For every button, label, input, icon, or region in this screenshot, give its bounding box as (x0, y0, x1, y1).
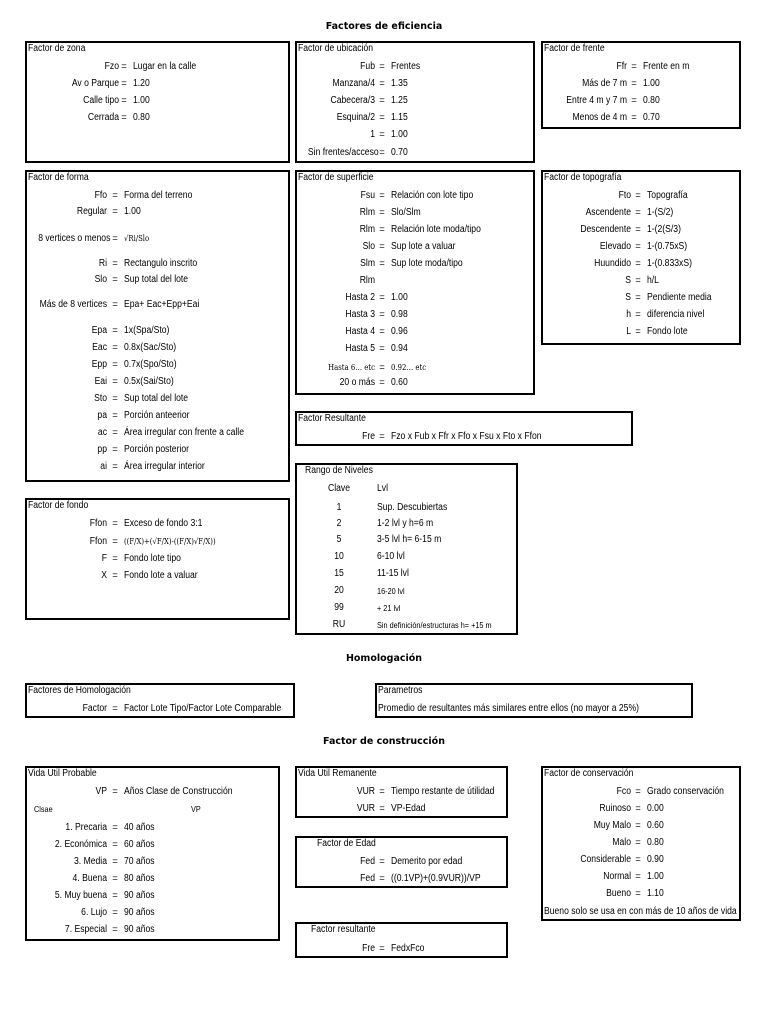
parametros-text: Promedio de resultantes más similares entre ellos (no mayor a 25%) (378, 703, 639, 714)
row-value: Demerito por edad (391, 856, 463, 867)
row-key: X (101, 570, 107, 581)
row-value: Forma del terreno (124, 190, 193, 201)
row-key: Ffr (616, 61, 627, 72)
factor-topografia-box (541, 170, 741, 345)
row-value: 1.00 (643, 78, 660, 89)
row-key: Ffon (89, 518, 107, 529)
row-value: 1.35 (391, 78, 408, 89)
box-title: Factor de conservación (544, 768, 634, 779)
equals-sign: = (635, 854, 641, 865)
row-value: 0.70 (643, 112, 660, 123)
section-title-construccion: Factor de construcción (323, 736, 445, 747)
row-value: Fondo lote tipo (124, 553, 181, 564)
equals-sign: = (121, 78, 127, 89)
row-key: Rlm (359, 207, 375, 218)
row-key: VUR (356, 803, 375, 814)
row-value: Sup total del lote (124, 274, 189, 285)
equals-sign: = (112, 325, 118, 336)
row-value: 1-(2(S/3) (647, 224, 681, 235)
row-key: Cabecera/3 (330, 95, 375, 106)
row-value: Sup lote moda/tipo (391, 258, 463, 269)
level-key: RU (332, 619, 346, 630)
equals-sign: = (121, 61, 127, 72)
equals-sign: = (112, 703, 118, 714)
equals-sign: = (112, 359, 118, 370)
row-value: 0.80 (133, 112, 150, 123)
row-value: Rectangulo inscrito (124, 258, 198, 269)
equals-sign: = (112, 258, 118, 269)
equals-sign: = (635, 820, 641, 831)
row-value: 1.00 (133, 95, 150, 106)
factor-zona-box (25, 41, 290, 163)
parametros-box (375, 683, 693, 718)
row-value: Relación lote moda/tipo (391, 224, 481, 235)
row-value: ((0.1VP)+(0.9VUR))/VP (391, 873, 481, 884)
row-value: 90 años (124, 924, 155, 935)
factor-forma-box (25, 170, 290, 482)
row-key: S (625, 275, 631, 286)
row-value: 80 años (124, 873, 155, 884)
equals-sign: = (379, 786, 385, 797)
factor-fondo-box (25, 498, 290, 620)
row-key: Ri (98, 258, 107, 269)
header-clave: Clave (327, 483, 350, 494)
equals-sign: = (112, 427, 118, 438)
row-key: 6. Lujo (81, 907, 107, 918)
row-value: h/L (647, 275, 659, 286)
equals-sign: = (635, 309, 641, 320)
row-key: Slm (360, 258, 375, 269)
row-value: Sup total del lote (124, 393, 189, 404)
row-key: Fto (618, 190, 631, 201)
row-key: Rlm (359, 275, 375, 286)
row-value: 90 años (124, 907, 155, 918)
equals-sign: = (635, 888, 641, 899)
row-key: 1. Precaria (65, 822, 107, 833)
row-value: Porción anteerior (124, 410, 190, 421)
equals-sign: = (379, 95, 385, 106)
factor-ubicacion-box (295, 41, 535, 163)
header-lvl: Lvl (377, 483, 389, 494)
row-key: Fre (362, 943, 375, 954)
row-key: Epp (91, 359, 107, 370)
conservacion-note: Bueno solo se usa en con más de 10 años de vida (544, 906, 737, 917)
row-value: 1.00 (391, 292, 408, 303)
equals-sign: = (112, 822, 118, 833)
equals-sign: = (112, 461, 118, 472)
equals-sign: = (631, 78, 637, 89)
row-value: Fzo x Fub x Ffr x Ffo x Fsu x Fto x Ffon (391, 431, 542, 442)
factor-edad-box (295, 836, 508, 888)
equals-sign: = (379, 112, 385, 123)
equals-sign: = (379, 873, 385, 884)
row-key: Hasta 6… etc (328, 363, 375, 372)
equals-sign: = (379, 61, 385, 72)
level-value: 1-2 lvl y h=6 m (377, 518, 434, 529)
equals-sign: = (635, 803, 641, 814)
equals-sign: = (112, 518, 118, 529)
equals-sign: = (112, 856, 118, 867)
equals-sign: = (112, 553, 118, 564)
rango-niveles-box (295, 463, 518, 635)
row-value: 0.90 (647, 854, 664, 865)
row-value: Área irregular con frente a calle (124, 427, 244, 438)
row-value: Área irregular interior (124, 461, 205, 472)
row-key: Huundido (594, 258, 631, 269)
row-value: 0.8x(Sac/Sto) (124, 342, 177, 353)
row-value: 0.70 (391, 147, 408, 158)
row-key: Eai (94, 376, 107, 387)
equals-sign: = (635, 786, 641, 797)
row-value: Grado conservación (647, 786, 724, 797)
row-key: Entre 4 m y 7 m (566, 95, 627, 106)
equals-sign: = (635, 292, 641, 303)
row-value: 1-(0.75xS) (647, 241, 688, 252)
equals-sign: = (112, 924, 118, 935)
row-value: Topografía (647, 190, 688, 201)
equals-sign: = (112, 233, 118, 244)
row-value: 0.80 (643, 95, 660, 106)
box-title: Vida Util Remanente (298, 768, 377, 779)
level-value: Sup. Descubiertas (377, 502, 448, 513)
equals-sign: = (635, 241, 641, 252)
equals-sign: = (112, 444, 118, 455)
factores-homologacion-box (25, 683, 295, 718)
row-key: Menos de 4 m (572, 112, 627, 123)
row-value: diferencia nivel (647, 309, 705, 320)
row-key: Fzo (104, 61, 119, 72)
row-key: Fed (360, 856, 375, 867)
row-key: Hasta 4 (345, 326, 375, 337)
equals-sign: = (112, 342, 118, 353)
row-value: 0.92… etc (391, 363, 427, 372)
row-value: 0.7x(Spo/Sto) (124, 359, 177, 370)
equals-sign: = (379, 803, 385, 814)
vida-util-remanente-box (295, 766, 508, 818)
row-key: Manzana/4 (332, 78, 375, 89)
equals-sign: = (379, 147, 385, 158)
row-value: 1.20 (133, 78, 150, 89)
equals-sign: = (112, 190, 118, 201)
row-value: 1.00 (391, 129, 408, 140)
box-title: Factor de forma (28, 172, 89, 183)
row-value: Slo/Slm (391, 207, 421, 218)
row-key: Esquina/2 (336, 112, 375, 123)
row-key: Cerrada (87, 112, 119, 123)
box-title: Factores de Homologación (28, 685, 131, 696)
row-key: 1 (370, 129, 375, 140)
level-value: + 21 lvl (377, 603, 401, 613)
row-key: Ffo (94, 190, 107, 201)
row-key: ac (97, 427, 107, 438)
row-key: S (625, 292, 631, 303)
equals-sign: = (121, 95, 127, 106)
box-title: Factor de Edad (317, 838, 376, 849)
equals-sign: = (112, 786, 118, 797)
row-key: Fub (360, 61, 375, 72)
row-value: Factor Lote Tipo/Factor Lote Comparable (124, 703, 282, 714)
level-key: 5 (336, 534, 342, 545)
level-value: 11-15 lvl (377, 568, 409, 579)
subheader-vp: VP (191, 804, 201, 814)
box-title: Factor Resultante (298, 413, 366, 424)
equals-sign: = (379, 190, 385, 201)
equals-sign: = (631, 95, 637, 106)
row-key: ai (100, 461, 107, 472)
row-value: 0.80 (647, 837, 664, 848)
section-title-homologacion: Homologación (345, 653, 423, 664)
level-key: 2 (336, 518, 342, 529)
row-value: Tiempo restante de útilidad (391, 786, 495, 797)
row-key: 20 o más (339, 377, 375, 388)
equals-sign: = (635, 258, 641, 269)
equals-sign: = (379, 377, 385, 388)
equals-sign: = (112, 570, 118, 581)
row-key: Más de 8 vertices (39, 299, 107, 310)
equals-sign: = (379, 78, 385, 89)
level-key: 99 (334, 602, 344, 613)
equals-sign: = (112, 299, 118, 310)
equals-sign: = (112, 274, 118, 285)
equals-sign: = (635, 326, 641, 337)
row-value: 0.60 (647, 820, 664, 831)
row-key: Av o Parque (71, 78, 119, 89)
row-key: Hasta 3 (345, 309, 375, 320)
section-title-eficiencia: Factores de eficiencia (325, 21, 443, 32)
row-key: pp (97, 444, 107, 455)
box-title: Factor de ubicación (298, 43, 374, 54)
row-key: Hasta 5 (345, 343, 375, 354)
row-key: Normal (603, 871, 631, 882)
equals-sign: = (379, 943, 385, 954)
equals-sign: = (635, 224, 641, 235)
equals-sign: = (112, 907, 118, 918)
row-key: Slo (94, 274, 107, 285)
box-title: Factor de zona (28, 43, 86, 54)
equals-sign: = (635, 275, 641, 286)
row-value: 1.00 (124, 206, 141, 217)
level-key: 10 (334, 551, 344, 562)
equals-sign: = (112, 376, 118, 387)
row-value: 1.15 (391, 112, 408, 123)
row-key: VP (95, 786, 107, 797)
equals-sign: = (379, 241, 385, 252)
row-value: Frentes (391, 61, 421, 72)
subheader-clase: Clsae (34, 804, 53, 814)
box-title: Factor de fondo (28, 500, 89, 511)
row-key: Fre (362, 431, 375, 442)
row-key: Slo (362, 241, 375, 252)
row-key: Muy Malo (593, 820, 631, 831)
row-value: VP-Edad (391, 803, 426, 814)
row-value: 0.98 (391, 309, 408, 320)
row-key: VUR (356, 786, 375, 797)
row-value: Porción posterior (124, 444, 190, 455)
row-value: 40 años (124, 822, 155, 833)
row-key: Descendente (580, 224, 631, 235)
row-value: Pendiente media (647, 292, 712, 303)
row-value: 60 años (124, 839, 155, 850)
equals-sign: = (112, 890, 118, 901)
equals-sign: = (635, 207, 641, 218)
row-value: 1.00 (647, 871, 664, 882)
row-key: 5. Muy buena (54, 890, 107, 901)
row-key: Rlm (359, 224, 375, 235)
row-key: Elevado (599, 241, 631, 252)
row-value: Relación con lote tipo (391, 190, 474, 201)
equals-sign: = (112, 393, 118, 404)
equals-sign: = (379, 224, 385, 235)
equals-sign: = (379, 129, 385, 140)
row-key: 3. Media (74, 856, 107, 867)
row-value: 1x(Spa/Sto) (124, 325, 170, 336)
row-value: FedxFco (391, 943, 425, 954)
equals-sign: = (631, 61, 637, 72)
equals-sign: = (631, 112, 637, 123)
box-title: Rango de Niveles (305, 465, 373, 476)
row-key: Más de 7 m (582, 78, 627, 89)
row-key: F (101, 553, 107, 564)
row-value: 0.00 (647, 803, 664, 814)
factor-conservacion-box (541, 766, 741, 921)
equals-sign: = (635, 837, 641, 848)
equals-sign: = (121, 112, 127, 123)
equals-sign: = (379, 292, 385, 303)
level-value: 3-5 lvl h= 6-15 m (377, 534, 442, 545)
equals-sign: = (635, 190, 641, 201)
row-key: Considerable (580, 854, 631, 865)
row-value: 0.5x(Sai/Sto) (124, 376, 174, 387)
row-value: Frente en m (643, 61, 690, 72)
level-value: Sin definición/estructuras h= +15 m (377, 620, 492, 630)
equals-sign: = (379, 207, 385, 218)
box-title: Factor de topografía (544, 172, 622, 183)
row-key: Factor (82, 703, 107, 714)
equals-sign: = (379, 326, 385, 337)
row-key: Eac (92, 342, 107, 353)
row-key: Fed (360, 873, 375, 884)
row-key: pa (97, 410, 107, 421)
factor-resultante-construccion-box (295, 922, 508, 958)
row-value: 70 años (124, 856, 155, 867)
row-key: h (626, 309, 631, 320)
equals-sign: = (112, 410, 118, 421)
row-key: Sin frentes/acceso (307, 147, 379, 158)
row-key: Calle tipo (83, 95, 119, 106)
box-title: Factor de frente (544, 43, 605, 54)
equals-sign: = (112, 839, 118, 850)
level-key: 15 (334, 568, 344, 579)
vida-util-probable-box (25, 766, 280, 941)
box-title: Factor de superficie (298, 172, 374, 183)
row-value: Fondo lote (647, 326, 688, 337)
factor-superficie-box (295, 170, 535, 395)
row-value: 0.60 (391, 377, 408, 388)
row-key: L (626, 326, 631, 337)
row-key: Sto (94, 393, 107, 404)
box-title: Factor resultante (311, 924, 376, 935)
row-value: Fondo lote a valuar (124, 570, 198, 581)
equals-sign: = (635, 871, 641, 882)
row-value: 0.94 (391, 343, 408, 354)
level-value: 6-10 lvl (377, 551, 405, 562)
row-value: Sup lote a valuar (391, 241, 456, 252)
row-key: Fco (616, 786, 631, 797)
row-key: 2. Económica (54, 839, 107, 850)
row-value: Epa+ Eac+Epp+Eai (124, 299, 200, 310)
row-value: 0.96 (391, 326, 408, 337)
row-value: 1.25 (391, 95, 408, 106)
level-key: 20 (334, 585, 344, 596)
row-value: 1-(0.833xS) (647, 258, 692, 269)
row-key: Fsu (360, 190, 375, 201)
row-value: Exceso de fondo 3:1 (124, 518, 203, 529)
row-key: Ffon (89, 536, 107, 547)
box-title: Vida Util Probable (28, 768, 97, 779)
row-key: Regular (76, 206, 107, 217)
equals-sign: = (112, 873, 118, 884)
row-key: Malo (612, 837, 631, 848)
row-value: ((F/X)+(√F/X)-((F/X)√F/X)) (124, 537, 216, 546)
equals-sign: = (379, 431, 385, 442)
equals-sign: = (379, 309, 385, 320)
row-value: Años Clase de Construcción (124, 786, 233, 797)
row-value: 90 años (124, 890, 155, 901)
row-key: Epa (91, 325, 107, 336)
level-value: 16-20 lvl (377, 586, 405, 596)
row-value: 1.10 (647, 888, 664, 899)
equals-sign: = (379, 856, 385, 867)
row-value: 1-(S/2) (647, 207, 674, 218)
row-key: Ascendente (585, 207, 631, 218)
equals-sign: = (379, 258, 385, 269)
box-title: Parametros (378, 685, 423, 696)
row-key: Bueno (606, 888, 631, 899)
factor-resultante-box (295, 411, 633, 446)
row-key: Hasta 2 (345, 292, 375, 303)
row-key: Ruinoso (599, 803, 631, 814)
row-key: 4. Buena (72, 873, 107, 884)
row-value: Lugar en la calle (133, 61, 197, 72)
row-key: 8 vertices o menos (38, 233, 111, 244)
equals-sign: = (112, 536, 118, 547)
equals-sign: = (112, 206, 118, 217)
equals-sign: = (379, 362, 385, 373)
level-key: 1 (336, 502, 342, 513)
factor-frente-box (541, 41, 741, 129)
row-key: 7. Especial (64, 924, 107, 935)
row-value: √Ri/Slo (124, 234, 150, 243)
equals-sign: = (379, 343, 385, 354)
